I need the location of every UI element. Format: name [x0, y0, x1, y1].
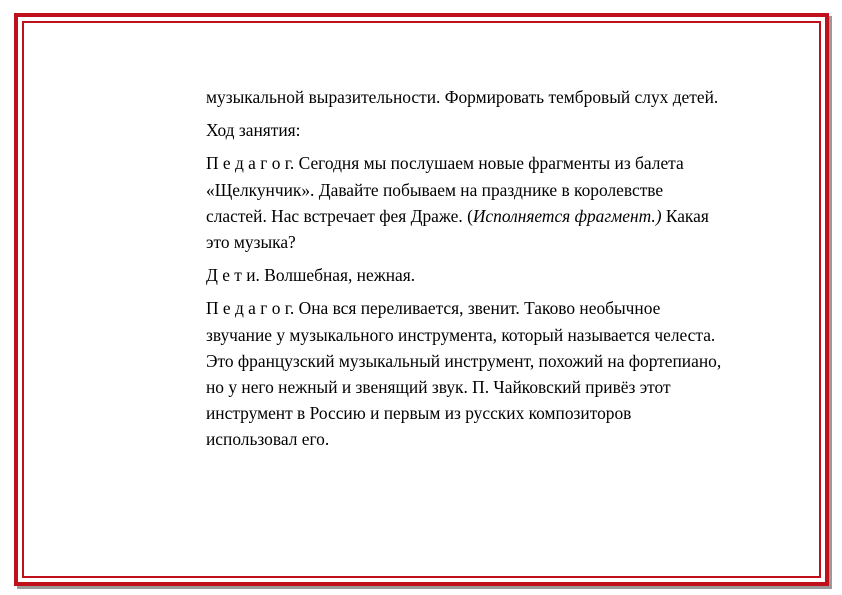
teacher-speech-1a: Сегодня мы послушаем новые фрагменты из балета «Щелкунчик». Давайте побываем на празднике в королевстве сластей. Нас встречает фея Драже.	[206, 153, 684, 226]
paragraph-lesson-heading	[206, 117, 726, 143]
teacher-speech-2: Она вся переливается, звенит. Таково необычное звучание у музыкального инструмента, который называется челеста. Это французский музыкальный инструмент, похожий на фортепиано, но у него нежный и звенящий звук. П. Чайковский привёз этот инструмент в Россию и первым из русских композиторов использовал его.	[206, 298, 722, 450]
page-text	[206, 84, 726, 460]
speaker-teacher: П е д а г о г.	[206, 298, 295, 319]
stage-direction-open: (	[467, 205, 473, 226]
goal-text: музыкальной выразительности. Формировать тембровый слух детей.	[206, 87, 719, 107]
paragraph-teacher-1	[206, 150, 726, 255]
paragraph-goal	[206, 84, 726, 110]
children-speech: Волшебная, нежная.	[264, 265, 416, 286]
teacher-speech-1b: Какая это музыка?	[206, 205, 709, 253]
paragraph-teacher-2	[206, 295, 726, 452]
lesson-heading: Ход занятия:	[206, 120, 301, 141]
speaker-children: Д е т и.	[206, 265, 260, 286]
paragraph-children	[206, 262, 726, 288]
speaker-teacher: П е д а г о г.	[206, 153, 295, 174]
stage-direction: Исполняется фрагмент.)	[472, 205, 662, 226]
